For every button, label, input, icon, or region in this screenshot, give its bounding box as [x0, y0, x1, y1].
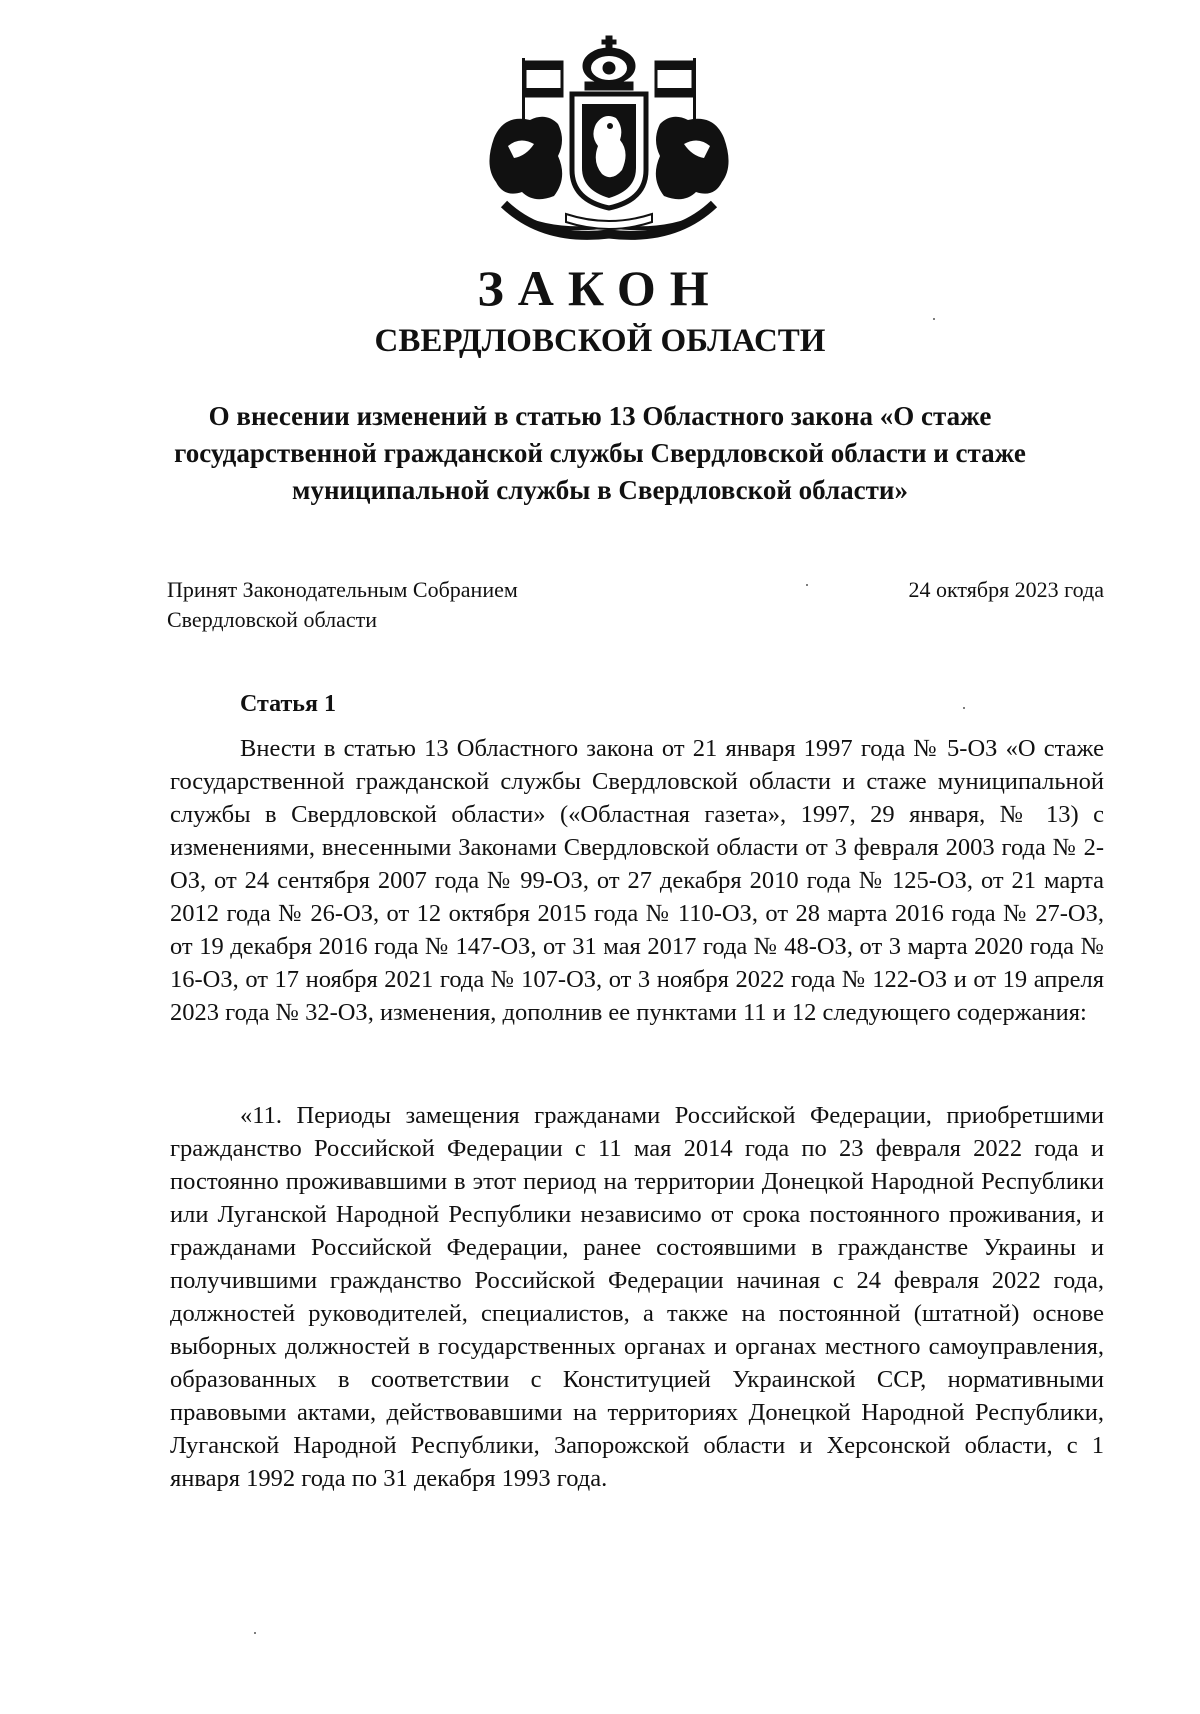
- scan-speck: [933, 318, 935, 320]
- article-heading: Статья 1: [240, 691, 336, 717]
- article-paragraph-1: Внести в статью 13 Областного закона от 21 января 1997 года № 5-ОЗ «О стаже государственной гражданской службы Свердловской области и стаже муниципальной службы в Свердловской области» («Областная газета», 1997, 29 января, № 13) с изменениями, внесенными Законами Свердловской области от 3 февраля 2003 года № 2-ОЗ, от 24 сентября 2007 года № 99-ОЗ, от 27 декабря 2010 года № 125-ОЗ, от 21 марта 2012 года № 26-ОЗ, от 12 октября 2015 года № 110-ОЗ, от 28 марта 2016 года № 27-ОЗ, от 19 декабря 2016 года № 147-ОЗ, от 31 мая 2017 года № 48-ОЗ, от 3 марта 2020 года № 16-ОЗ, от 17 ноября 2021 года № 107-ОЗ, от 3 ноября 2022 года № 122-ОЗ и от 19 апреля 2023 года № 32-ОЗ, изменения, дополнив ее пунктами 11 и 12 следующего содержания:: [170, 735, 1104, 1026]
- scan-speck: [963, 707, 965, 709]
- adoption-date: 24 октября 2023 года: [908, 577, 1104, 602]
- coat-of-arms-icon: [474, 28, 744, 248]
- document-title: ЗАКОН: [477, 260, 723, 316]
- scan-speck: [806, 584, 808, 586]
- document-subtitle: СВЕРДЛОВСКОЙ ОБЛАСТИ: [374, 323, 826, 359]
- adoption-body-line1: Принят Законодательным Собранием: [167, 577, 518, 602]
- adoption-body: [167, 575, 518, 635]
- law-title: О внесении изменений в статью 13 Областного закона «О стаже государственной гражданской службы Свердловской области и стаже муниципальной службы в Свердловской области»: [174, 401, 1026, 505]
- adoption-body-line2: Свердловской области: [167, 607, 377, 632]
- scan-speck: [254, 1632, 256, 1634]
- article-paragraph-2: «11. Периоды замещения гражданами Российской Федерации, приобретшими гражданство Российской Федерации с 11 мая 2014 года по 23 февраля 2022 года и постоянно проживавшими в этот период на территории Донецкой Народной Республики или Луганской Народной Республики независимо от срока постоянного проживания, и гражданами Российской Федерации, ранее состоявшими в гражданстве Украины и получившими гражданство Российской Федерации начиная с 24 февраля 2022 года, должностей руководителей, специалистов, а также на постоянной (штатной) основе выборных должностей в государственных органах и органах местного самоуправления, образованных в соответствии с Конституцией Украинской ССР, нормативными правовыми актами, действовавшими на территориях Донецкой Народной Республики, Луганской Народной Республики, Запорожской области и Херсонской области, с 1 января 1992 года по 31 декабря 1993 года.: [170, 1102, 1104, 1492]
